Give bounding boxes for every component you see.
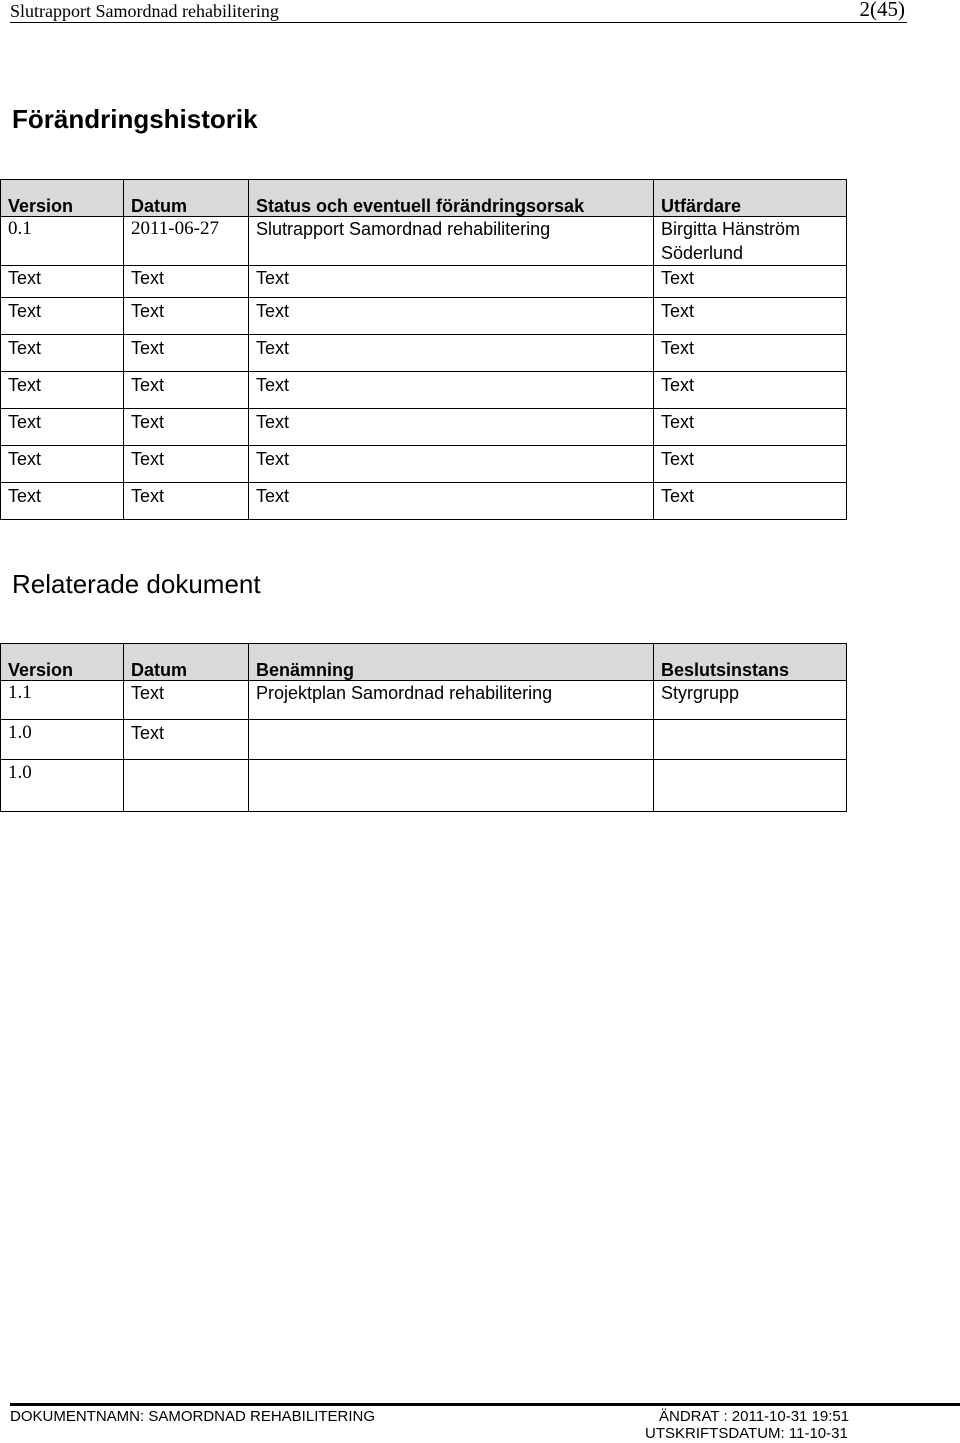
page-footer bbox=[10, 1403, 960, 1443]
table-cell: Text bbox=[1, 298, 124, 335]
table-cell: Text bbox=[1, 409, 124, 446]
version-cell: 0.1 bbox=[1, 217, 124, 266]
table-cell: Text bbox=[654, 335, 847, 372]
name-cell bbox=[249, 760, 654, 812]
table-cell: Text bbox=[1, 483, 124, 520]
column-header: Utfärdare bbox=[654, 180, 847, 217]
version-cell: 1.0 bbox=[1, 760, 124, 812]
related-heading: Relaterade dokument bbox=[12, 569, 261, 599]
table-cell: Text bbox=[124, 372, 249, 409]
table-cell: Text bbox=[249, 483, 654, 520]
table-cell: Text bbox=[654, 298, 847, 335]
table-row bbox=[1, 372, 847, 409]
table-cell: Text bbox=[124, 298, 249, 335]
table-cell: Text bbox=[249, 372, 654, 409]
table-row bbox=[1, 681, 847, 720]
table-cell: Text bbox=[654, 483, 847, 520]
footer-changed-date: ÄNDRAT : 2011-10-31 19:51 bbox=[659, 1408, 850, 1425]
table-cell: Text bbox=[124, 266, 249, 298]
status-cell: Slutrapport Samordnad rehabilitering bbox=[249, 217, 654, 266]
history-table bbox=[0, 179, 847, 520]
table-row bbox=[1, 446, 847, 483]
table-cell: Text bbox=[249, 266, 654, 298]
table-cell: Text bbox=[249, 409, 654, 446]
table-cell: Text bbox=[249, 446, 654, 483]
column-header: Status och eventuell förändringsorsak bbox=[249, 180, 654, 217]
column-header: Benämning bbox=[249, 644, 654, 681]
history-header-row bbox=[1, 180, 847, 217]
column-header: Datum bbox=[124, 644, 249, 681]
column-header: Version bbox=[1, 644, 124, 681]
table-cell: Text bbox=[654, 266, 847, 298]
table-cell: Text bbox=[124, 335, 249, 372]
page-header bbox=[10, 0, 907, 23]
table-cell: Text bbox=[654, 372, 847, 409]
header-page-number: 2(45) bbox=[859, 0, 905, 21]
authority-cell bbox=[654, 720, 847, 760]
name-cell: Projektplan Samordnad rehabilitering bbox=[249, 681, 654, 720]
version-cell: 1.0 bbox=[1, 720, 124, 760]
table-cell: Text bbox=[249, 335, 654, 372]
related-header-row bbox=[1, 644, 847, 681]
table-cell: Text bbox=[1, 335, 124, 372]
table-row bbox=[1, 483, 847, 520]
date-cell bbox=[124, 760, 249, 812]
table-row bbox=[1, 298, 847, 335]
column-header: Datum bbox=[124, 180, 249, 217]
authority-cell: Styrgrupp bbox=[654, 681, 847, 720]
footer-document-name: DOKUMENTNAMN: SAMORDNAD REHABILITERING bbox=[10, 1408, 376, 1425]
table-row bbox=[1, 720, 847, 760]
table-cell: Text bbox=[124, 483, 249, 520]
table-row bbox=[1, 409, 847, 446]
table-cell: Text bbox=[1, 372, 124, 409]
table-cell: Text bbox=[654, 409, 847, 446]
date-cell: 2011-06-27 bbox=[124, 217, 249, 266]
history-heading: Förändringshistorik bbox=[12, 104, 258, 134]
authority-cell bbox=[654, 760, 847, 812]
issuer-cell: Birgitta Hänström Söderlund bbox=[654, 217, 847, 266]
header-doc-title: Slutrapport Samordnad rehabilitering bbox=[10, 1, 279, 21]
date-cell: Text bbox=[124, 720, 249, 760]
table-row bbox=[1, 760, 847, 812]
name-cell bbox=[249, 720, 654, 760]
table-row bbox=[1, 266, 847, 298]
footer-print-date: UTSKRIFTSDATUM: 11-10-31 bbox=[645, 1425, 848, 1442]
table-cell: Text bbox=[124, 409, 249, 446]
version-cell: 1.1 bbox=[1, 681, 124, 720]
table-cell: Text bbox=[249, 298, 654, 335]
table-cell: Text bbox=[1, 266, 124, 298]
table-cell: Text bbox=[654, 446, 847, 483]
column-header: Version bbox=[1, 180, 124, 217]
date-cell: Text bbox=[124, 681, 249, 720]
related-documents-table bbox=[0, 643, 847, 812]
column-header: Beslutsinstans bbox=[654, 644, 847, 681]
table-cell: Text bbox=[1, 446, 124, 483]
table-row bbox=[1, 335, 847, 372]
table-cell: Text bbox=[124, 446, 249, 483]
table-row bbox=[1, 217, 847, 266]
